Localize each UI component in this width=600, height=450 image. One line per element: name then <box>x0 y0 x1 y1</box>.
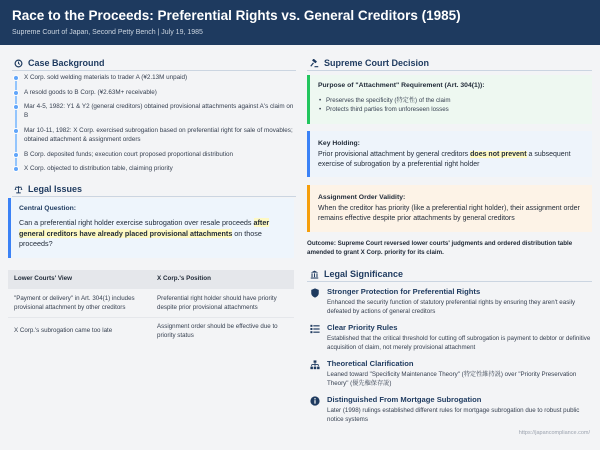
significance-item-text: Enhanced the security function of statutory preferential rights by ensuring they aren't easily defeated by actions of general creditors <box>327 299 576 315</box>
assignment-validity-label: Assignment Order Validity: <box>318 194 406 201</box>
timeline-event: Mar 10-11, 1982: X Corp. exercised subrogation based on preferential right for sale of movables; obtained attachment & assignment orders <box>12 126 296 144</box>
case-timeline <box>12 73 296 175</box>
timeline-dot <box>13 90 19 96</box>
central-question-highlight: after general creditors have already placed provisional attachments <box>19 218 270 238</box>
table-header: Lower Courts' View <box>14 274 73 282</box>
shield-icon <box>310 288 320 298</box>
central-question-label: Central Question: <box>19 205 77 212</box>
page-header <box>0 0 600 45</box>
key-holding-highlight: does not prevent <box>470 151 527 158</box>
table-cell: "Payment or delivery" in Art. 304(1) includes provisional attachment by other creditors <box>14 295 135 311</box>
decision-title: Supreme Court Decision <box>324 58 430 68</box>
legal-issues-title: Legal Issues <box>28 184 83 194</box>
decision-heading <box>310 57 429 69</box>
key-holding-label: Key Holding: <box>318 140 360 147</box>
assignment-validity-box <box>307 185 592 232</box>
timeline-dot <box>13 166 19 172</box>
timeline-dot <box>13 75 19 81</box>
list-icon <box>310 324 320 334</box>
timeline-event: A resold goods to B Corp. (¥2.63M+ receivable) <box>12 88 296 97</box>
timeline-event: X Corp. objected to distribution table, claiming priority <box>12 164 296 173</box>
purpose-box <box>307 75 592 124</box>
timeline-dot <box>13 104 19 110</box>
significance-item-title: Distinguished From Mortgage Subrogation <box>327 395 482 404</box>
significance-item-title: Stronger Protection for Preferential Rights <box>327 287 481 296</box>
case-background-heading <box>14 57 105 69</box>
timeline-dot <box>13 128 19 134</box>
assignment-validity-text: When the creditor has priority (like a preferential right holder), their assignment order remains effective despite prior attachments by general creditors <box>318 205 580 222</box>
purpose-list <box>318 96 584 114</box>
timeline-dot <box>13 152 19 158</box>
divider <box>307 70 592 71</box>
divider <box>12 70 296 71</box>
table-header: X Corp.'s Position <box>157 274 211 282</box>
significance-item-title: Theoretical Clarification <box>327 359 414 368</box>
table-row <box>8 318 294 345</box>
case-background-title: Case Background <box>28 58 105 68</box>
timeline-event: X Corp. sold welding materials to trader A (¥2.13M unpaid) <box>12 73 296 82</box>
timeline-event: B Corp. deposited funds; execution court proposed proportional distribution <box>12 150 296 159</box>
divider <box>307 281 592 282</box>
sitemap-icon <box>310 360 320 370</box>
central-question-text: Can a preferential right holder exercise subrogation over resale proceeds after general creditors have already placed provisional attachments on those proceeds? <box>19 218 270 248</box>
history-icon <box>14 59 23 68</box>
landmark-icon <box>310 270 319 279</box>
table-cell: Assignment order should be effective due to priority status <box>157 323 278 339</box>
key-holding-text: Prior provisional attachment by general creditors does not prevent a subsequent exercise of subrogation by a preferential right holder <box>318 151 571 168</box>
significance-title: Legal Significance <box>324 269 404 279</box>
table-row <box>8 289 294 318</box>
footer-url[interactable]: https://japancompliance.com/ <box>518 430 590 436</box>
positions-table <box>8 270 294 345</box>
page-subtitle: Supreme Court of Japan, Second Petty Bench | July 19, 1985 <box>12 29 203 36</box>
list-item: • Protects third parties from unforeseen losses <box>318 105 584 114</box>
gavel-icon <box>310 59 319 68</box>
significance-heading <box>310 268 403 280</box>
outcome-text: Outcome: Supreme Court reversed lower courts' judgments and ordered distribution table amended to grant X Corp. priority for its claim. <box>307 240 573 256</box>
significance-item-text: Established that the critical threshold for cutting off subrogation is payment to debtor or definitive acquisition of claim, not merely provisional attachment <box>327 335 591 351</box>
key-holding-box <box>307 131 592 177</box>
scale-icon <box>14 185 23 194</box>
significance-item-title: Clear Priority Rules <box>327 323 398 332</box>
divider <box>12 196 296 197</box>
info-icon <box>310 396 320 406</box>
table-header-row <box>8 270 294 289</box>
central-question-box <box>8 198 294 258</box>
significance-item-text: Later (1998) rulings established different rules for mortgage subrogation due to robust public notice systems <box>327 407 580 423</box>
list-item: • Preserves the specificity (特定性) of the claim <box>318 96 584 105</box>
table-cell: X Corp.'s subrogation came too late <box>14 327 113 335</box>
table-cell: Preferential right holder should have priority despite prior provisional attachments <box>157 295 277 311</box>
legal-issues-heading <box>14 183 82 195</box>
purpose-label: Purpose of "Attachment" Requirement (Art. 304(1)): <box>318 82 485 89</box>
timeline-event: Mar 4-5, 1982: Y1 & Y2 (general creditors) obtained provisional attachments against A's claim on B <box>12 102 296 120</box>
significance-item-text: Leaned toward "Specificity Maintenance Theory" (特定性維持説) over "Priority Preservation Theory" (優先権保存説) <box>327 371 577 387</box>
page-title: Race to the Proceeds: Preferential Rights vs. General Creditors (1985) <box>12 8 461 23</box>
